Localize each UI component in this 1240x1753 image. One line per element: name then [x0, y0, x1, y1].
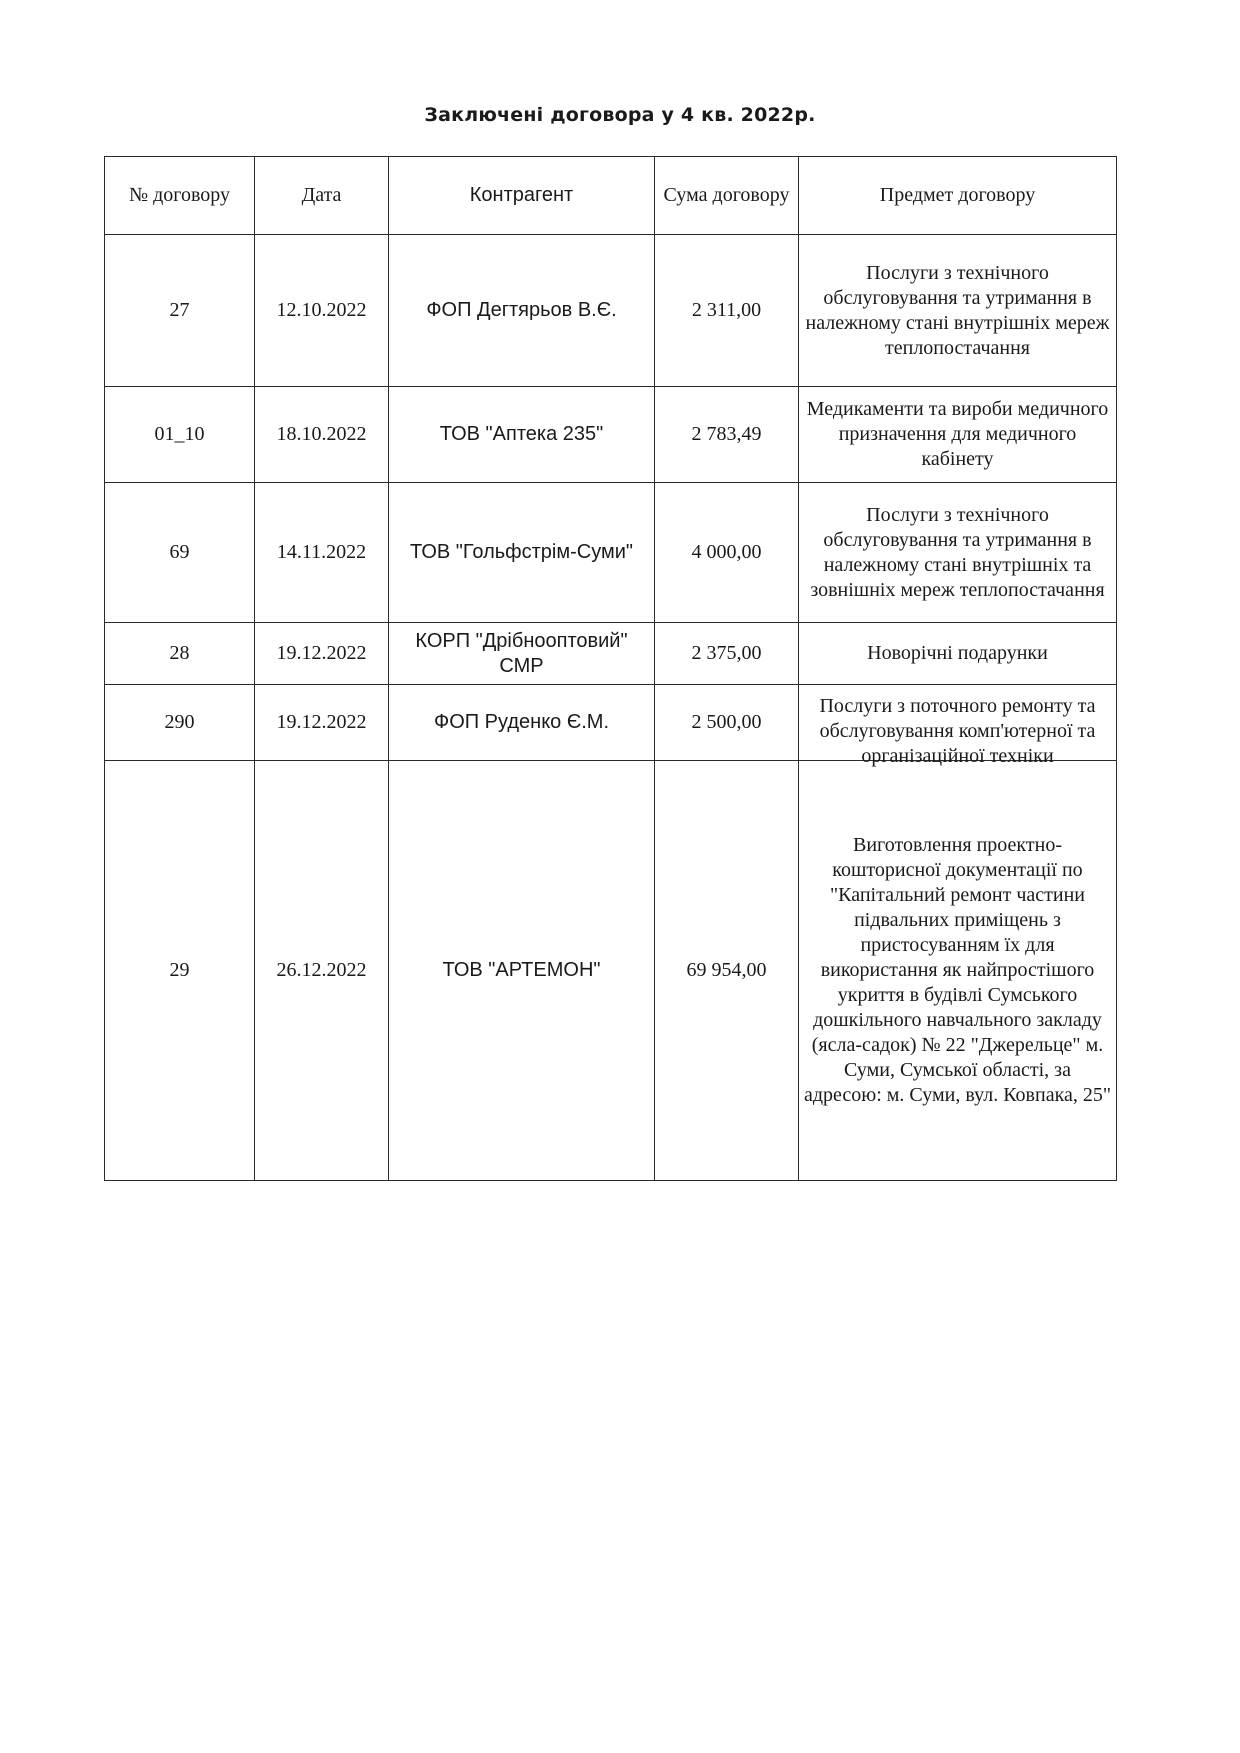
header-date: Дата [255, 157, 389, 235]
table-row [105, 623, 1117, 685]
cell-subject [799, 685, 1117, 767]
cell-counterparty: ФОП Дегтярьов В.Є. [389, 235, 655, 387]
cell-counterparty: ТОВ "АРТЕМОН" [389, 761, 655, 1181]
cell-date: 19.12.2022 [255, 685, 389, 761]
cell-amount: 2 500,00 [655, 685, 799, 761]
cell-counterparty: ТОВ "Гольфстрім-Суми" [389, 483, 655, 623]
contracts-table [104, 156, 1117, 1181]
table-row [105, 685, 1117, 761]
subject-text: Послуги з технічного обслуговування та утримання в належному стані внутрішніх та зовнішніх мереж теплопостачання [810, 503, 1105, 601]
cell-date: 18.10.2022 [255, 387, 389, 483]
cell-number: 28 [105, 623, 255, 685]
table-header-row [105, 157, 1117, 235]
table-row [105, 235, 1117, 387]
table-row [105, 761, 1117, 1181]
cell-amount: 2 783,49 [655, 387, 799, 483]
cell-subject: Новорічні подарунки [799, 623, 1117, 685]
cell-date: 26.12.2022 [255, 761, 389, 1181]
cell-date: 14.11.2022 [255, 483, 389, 623]
cell-subject: Виготовлення проектно-кошторисної документації по "Капітальний ремонт частини підвальних приміщень з пристосуванням їх для використання як найпростішого укриття в будівлі Сумського дошкільного навчального закладу (ясла-садок) № 22 "Джерельце" м. Суми, Сумської області, за адресою: м. Суми, вул. Ковпака, 25" [799, 761, 1117, 1181]
cell-amount: 69 954,00 [655, 761, 799, 1181]
cell-date: 19.12.2022 [255, 623, 389, 685]
cell-counterparty: КОРП "Дрібнооптовий" СМР [389, 623, 655, 685]
subject-text: Послуги з поточного ремонту та обслуговування комп'ютерної та організаційної техніки [819, 694, 1096, 767]
header-amount: Сума договору [655, 157, 799, 235]
cell-number: 01_10 [105, 387, 255, 483]
table-row [105, 387, 1117, 483]
cell-subject: Медикаменти та вироби медичного призначення для медичного кабінету [799, 387, 1117, 483]
cell-amount: 4 000,00 [655, 483, 799, 623]
cell-counterparty: ФОП Руденко Є.М. [389, 685, 655, 761]
cell-amount: 2 375,00 [655, 623, 799, 685]
cell-date: 12.10.2022 [255, 235, 389, 387]
cell-subject [799, 483, 1117, 623]
header-counterparty: Контрагент [389, 157, 655, 235]
header-contract-number: № договору [105, 157, 255, 235]
cell-number: 290 [105, 685, 255, 761]
header-subject: Предмет договору [799, 157, 1117, 235]
document-title: Заключені договора у 4 кв. 2022р. [424, 104, 816, 126]
cell-number: 69 [105, 483, 255, 623]
cell-subject: Послуги з технічного обслуговування та утримання в належному стані внутрішніх мереж теплопостачання [799, 235, 1117, 387]
cell-counterparty: ТОВ "Аптека 235" [389, 387, 655, 483]
cell-number: 27 [105, 235, 255, 387]
table-row [105, 483, 1117, 623]
cell-number: 29 [105, 761, 255, 1181]
cell-amount: 2 311,00 [655, 235, 799, 387]
